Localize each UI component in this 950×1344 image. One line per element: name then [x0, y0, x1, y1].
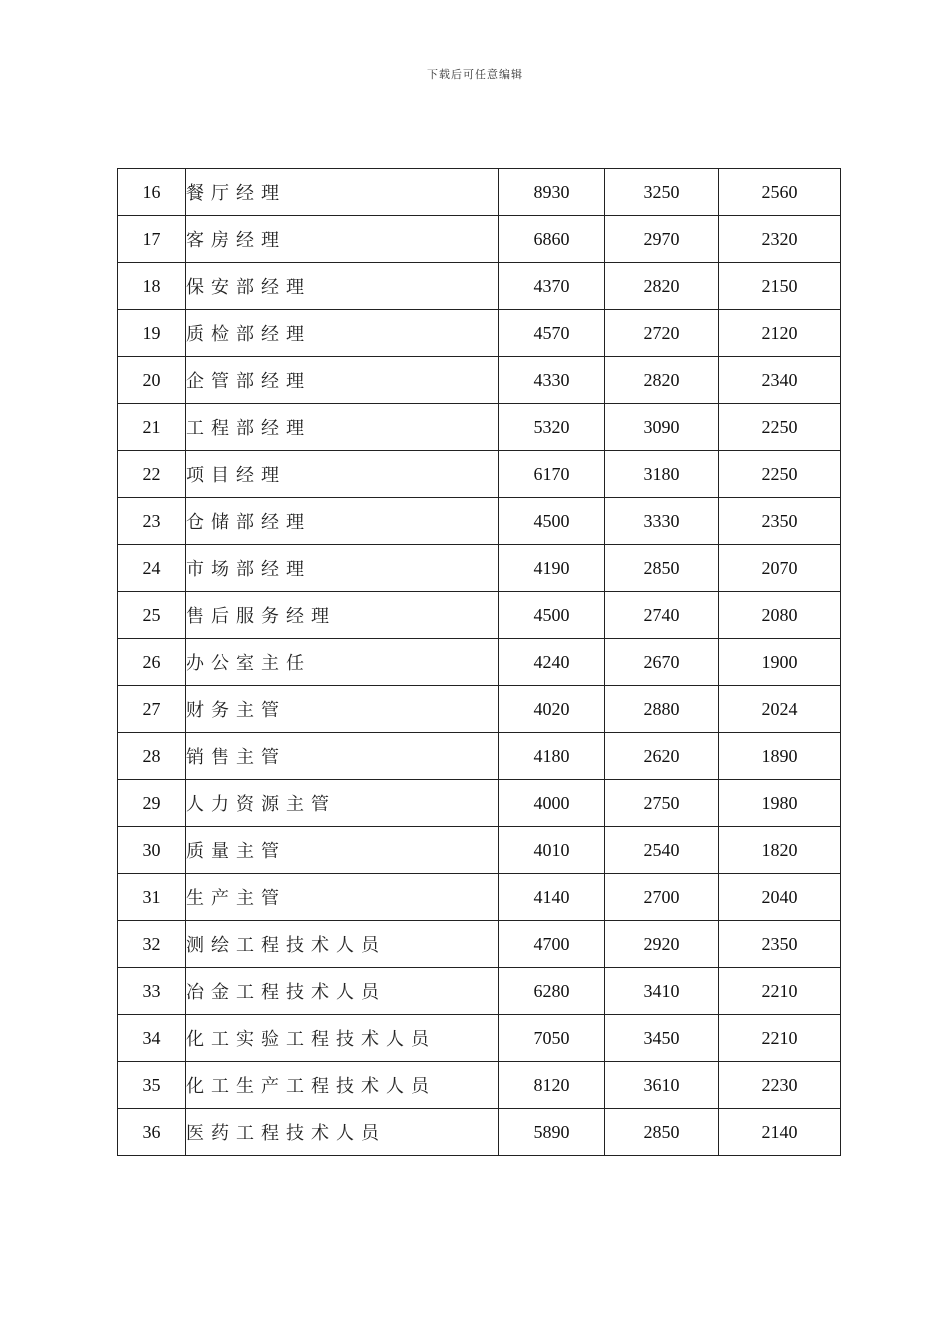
value-3-cell: 2120 [719, 310, 841, 357]
job-title-cell: 工程部经理 [186, 404, 499, 451]
job-title-cell: 餐厅经理 [186, 169, 499, 216]
job-title-cell: 项目经理 [186, 451, 499, 498]
value-1-cell: 4500 [499, 498, 605, 545]
value-3-cell: 2040 [719, 874, 841, 921]
value-3-cell: 2150 [719, 263, 841, 310]
value-1-cell: 7050 [499, 1015, 605, 1062]
row-number-cell: 25 [118, 592, 186, 639]
value-3-cell: 2070 [719, 545, 841, 592]
job-title-cell: 质检部经理 [186, 310, 499, 357]
value-1-cell: 8120 [499, 1062, 605, 1109]
value-2-cell: 3250 [605, 169, 719, 216]
row-number-cell: 35 [118, 1062, 186, 1109]
value-2-cell: 3330 [605, 498, 719, 545]
table-row [118, 216, 841, 263]
value-1-cell: 4330 [499, 357, 605, 404]
job-title-cell: 企管部经理 [186, 357, 499, 404]
table-row [118, 1015, 841, 1062]
value-3-cell: 2320 [719, 216, 841, 263]
job-title-cell: 仓储部经理 [186, 498, 499, 545]
row-number-cell: 24 [118, 545, 186, 592]
value-1-cell: 6170 [499, 451, 605, 498]
value-1-cell: 6860 [499, 216, 605, 263]
table-row [118, 592, 841, 639]
table-row [118, 639, 841, 686]
value-1-cell: 5320 [499, 404, 605, 451]
row-number-cell: 28 [118, 733, 186, 780]
table-row [118, 921, 841, 968]
job-title-cell: 客房经理 [186, 216, 499, 263]
job-title-cell: 化工生产工程技术人员 [186, 1062, 499, 1109]
table-row [118, 1062, 841, 1109]
value-3-cell: 2140 [719, 1109, 841, 1156]
salary-table [117, 168, 841, 1156]
value-2-cell: 2850 [605, 545, 719, 592]
value-2-cell: 2820 [605, 357, 719, 404]
table-row [118, 404, 841, 451]
job-title-cell: 冶金工程技术人员 [186, 968, 499, 1015]
table-row [118, 310, 841, 357]
value-1-cell: 8930 [499, 169, 605, 216]
row-number-cell: 18 [118, 263, 186, 310]
row-number-cell: 30 [118, 827, 186, 874]
row-number-cell: 27 [118, 686, 186, 733]
value-3-cell: 2230 [719, 1062, 841, 1109]
value-2-cell: 2540 [605, 827, 719, 874]
job-title-cell: 化工实验工程技术人员 [186, 1015, 499, 1062]
value-2-cell: 2740 [605, 592, 719, 639]
table-row [118, 827, 841, 874]
value-3-cell: 2024 [719, 686, 841, 733]
value-1-cell: 6280 [499, 968, 605, 1015]
row-number-cell: 36 [118, 1109, 186, 1156]
row-number-cell: 22 [118, 451, 186, 498]
value-2-cell: 2620 [605, 733, 719, 780]
value-1-cell: 4000 [499, 780, 605, 827]
job-title-cell: 财务主管 [186, 686, 499, 733]
value-3-cell: 2210 [719, 968, 841, 1015]
value-3-cell: 1820 [719, 827, 841, 874]
value-1-cell: 4020 [499, 686, 605, 733]
table-row [118, 780, 841, 827]
value-2-cell: 2850 [605, 1109, 719, 1156]
value-1-cell: 4370 [499, 263, 605, 310]
value-1-cell: 4570 [499, 310, 605, 357]
job-title-cell: 测绘工程技术人员 [186, 921, 499, 968]
table-row [118, 357, 841, 404]
value-3-cell: 1980 [719, 780, 841, 827]
row-number-cell: 20 [118, 357, 186, 404]
row-number-cell: 19 [118, 310, 186, 357]
table-row [118, 498, 841, 545]
value-2-cell: 2920 [605, 921, 719, 968]
job-title-cell: 质量主管 [186, 827, 499, 874]
table-row [118, 451, 841, 498]
value-2-cell: 2670 [605, 639, 719, 686]
value-3-cell: 2350 [719, 498, 841, 545]
table-row [118, 733, 841, 780]
row-number-cell: 34 [118, 1015, 186, 1062]
job-title-cell: 医药工程技术人员 [186, 1109, 499, 1156]
value-1-cell: 4500 [499, 592, 605, 639]
job-title-cell: 人力资源主管 [186, 780, 499, 827]
job-title-cell: 保安部经理 [186, 263, 499, 310]
value-3-cell: 1890 [719, 733, 841, 780]
row-number-cell: 32 [118, 921, 186, 968]
row-number-cell: 31 [118, 874, 186, 921]
value-1-cell: 5890 [499, 1109, 605, 1156]
value-1-cell: 4140 [499, 874, 605, 921]
value-2-cell: 3180 [605, 451, 719, 498]
value-2-cell: 2750 [605, 780, 719, 827]
table-body [118, 169, 841, 1156]
value-1-cell: 4240 [499, 639, 605, 686]
value-2-cell: 2820 [605, 263, 719, 310]
row-number-cell: 16 [118, 169, 186, 216]
row-number-cell: 23 [118, 498, 186, 545]
value-2-cell: 3610 [605, 1062, 719, 1109]
job-title-cell: 生产主管 [186, 874, 499, 921]
page-header: 下载后可任意编辑 [427, 68, 523, 81]
table-row [118, 545, 841, 592]
value-3-cell: 2250 [719, 404, 841, 451]
value-2-cell: 3450 [605, 1015, 719, 1062]
value-1-cell: 4010 [499, 827, 605, 874]
table-row [118, 263, 841, 310]
job-title-cell: 市场部经理 [186, 545, 499, 592]
value-3-cell: 2210 [719, 1015, 841, 1062]
job-title-cell: 销售主管 [186, 733, 499, 780]
row-number-cell: 21 [118, 404, 186, 451]
row-number-cell: 17 [118, 216, 186, 263]
table-row [118, 169, 841, 216]
value-2-cell: 2880 [605, 686, 719, 733]
value-2-cell: 2720 [605, 310, 719, 357]
row-number-cell: 33 [118, 968, 186, 1015]
value-3-cell: 2080 [719, 592, 841, 639]
value-2-cell: 2970 [605, 216, 719, 263]
table-row [118, 686, 841, 733]
job-title-cell: 办公室主任 [186, 639, 499, 686]
job-title-cell: 售后服务经理 [186, 592, 499, 639]
table-row [118, 1109, 841, 1156]
value-2-cell: 2700 [605, 874, 719, 921]
value-3-cell: 1900 [719, 639, 841, 686]
value-1-cell: 4700 [499, 921, 605, 968]
value-1-cell: 4180 [499, 733, 605, 780]
value-3-cell: 2560 [719, 169, 841, 216]
table-row [118, 874, 841, 921]
value-3-cell: 2250 [719, 451, 841, 498]
value-3-cell: 2350 [719, 921, 841, 968]
table-row [118, 968, 841, 1015]
value-2-cell: 3410 [605, 968, 719, 1015]
value-2-cell: 3090 [605, 404, 719, 451]
row-number-cell: 29 [118, 780, 186, 827]
row-number-cell: 26 [118, 639, 186, 686]
value-3-cell: 2340 [719, 357, 841, 404]
value-1-cell: 4190 [499, 545, 605, 592]
